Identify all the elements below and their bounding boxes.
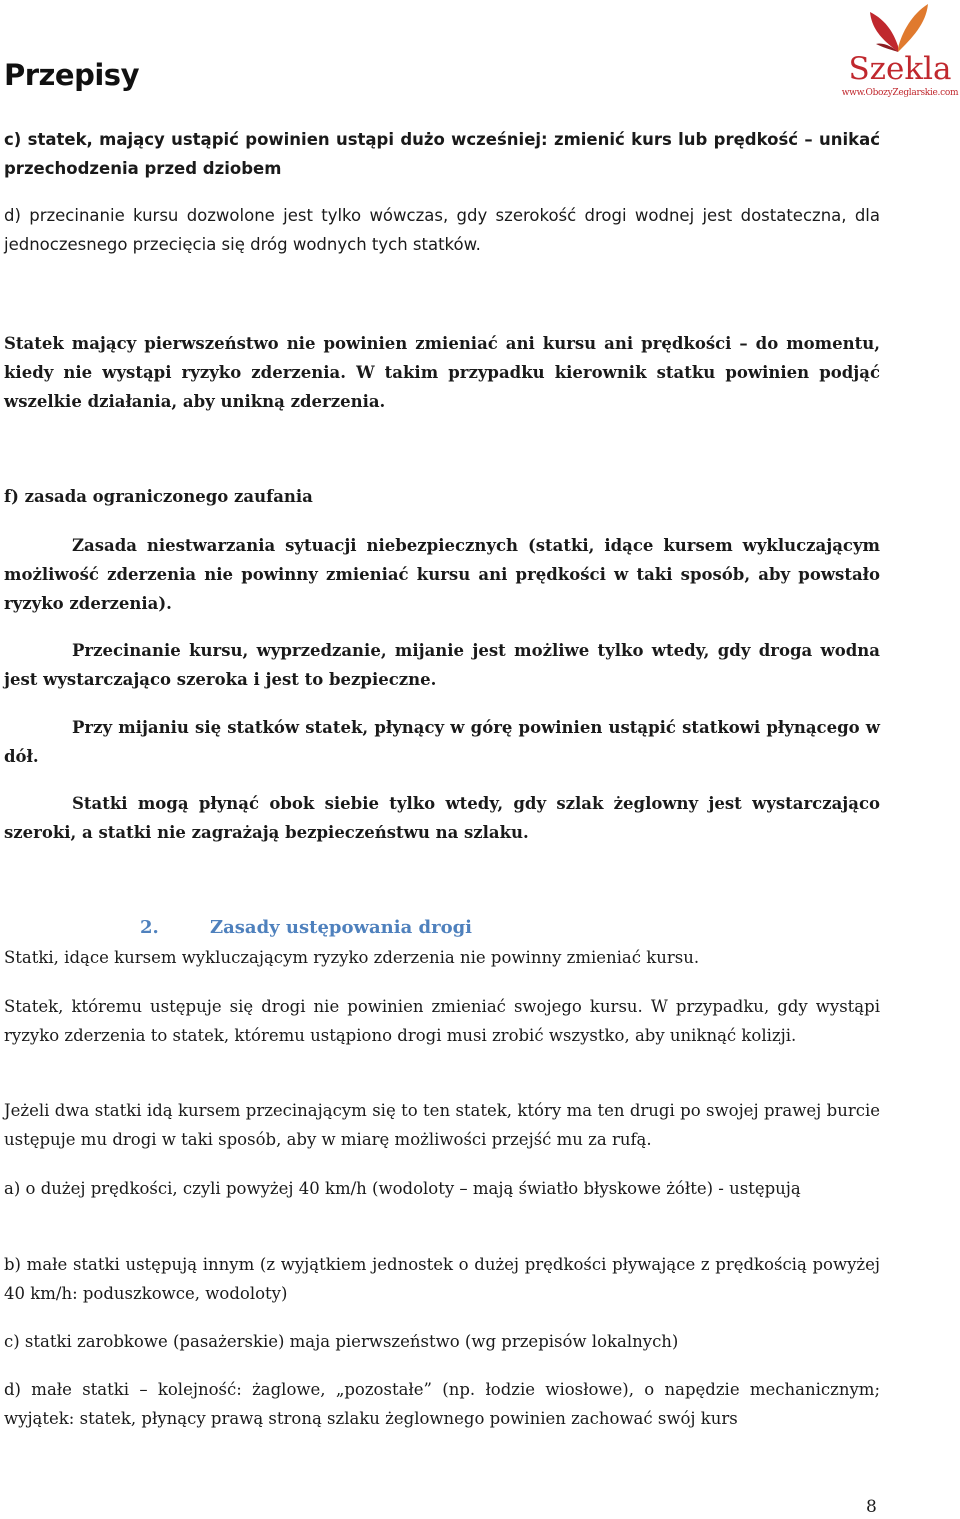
szekla-logo xyxy=(840,2,960,102)
section-paragraph-2: Statek, któremu ustępuje się drogi nie powinien zmieniać swojego kursu. W przypadku, gdy wystąpi ryzyko zderzenia to statek, któremu ustąpiono drogi musi zrobić wszystko, aby uniknąć kolizji. xyxy=(4,997,880,1045)
section-title xyxy=(140,914,472,942)
paragraph-f-title: f) zasada ograniczonego zaufania xyxy=(4,487,313,506)
section-title-text: Zasady ustępowania drogi xyxy=(210,917,473,938)
paragraph-d: d) przecinanie kursu dozwolone jest tylko wówczas, gdy szerokość drogi wodnej jest dostateczna, dla jednoczesnego przecięcia się dróg wodnych tych statków. xyxy=(4,206,880,254)
butterfly-logo-icon xyxy=(868,2,930,56)
page-number: 8 xyxy=(866,1497,877,1517)
section-paragraph-3: Jeżeli dwa statki idą kursem przecinającym się to ten statek, który ma ten drugi po swojej prawej burcie ustępuje mu drogi w taki sposób, aby w miarę możliwości przejść mu za rufą. xyxy=(4,1101,880,1149)
page-heading: Przepisy xyxy=(4,58,139,92)
section-number: 2. xyxy=(140,917,159,938)
paragraph-f-text: Zasada niestwarzania sytuacji niebezpiecznych (statki, idące kursem wykluczającym możliwość zderzenia nie powinny zmieniać kursu ani prędkości w taki sposób, aby powstało ryzyko zderzenia). xyxy=(4,536,880,613)
section-item-d: d) małe statki – kolejność: żaglowe, „pozostałe” (np. łodzie wiosłowe), o napędzie mechanicznym; wyjątek: statek, płynący prawą stroną szlaku żeglownego powinien zachować swój kurs xyxy=(4,1380,880,1428)
section-item-a: a) o dużej prędkości, czyli powyżej 40 km/h (wodoloty – mają światło błyskowe żółte) - ustępują xyxy=(4,1179,801,1198)
section-item-b: b) małe statki ustępują innym (z wyjątkiem jednostek o dużej prędkości pływające z prędkością powyżej 40 km/h: poduszkowce, wodoloty) xyxy=(4,1255,880,1303)
paragraph-passing: Przy mijaniu się statków statek, płynący w górę powinien ustąpić statkowi płynącego w dół. xyxy=(4,718,880,766)
logo-name: Szekla xyxy=(848,51,952,87)
paragraph-crossing: Przecinanie kursu, wyprzedzanie, mijanie jest możliwe tylko wtedy, gdy droga wodna jest wystarczająco szeroka i jest to bezpieczne. xyxy=(4,641,880,689)
paragraph-c: c) statek, mający ustąpić powinien ustąpi dużo wcześniej: zmienić kurs lub prędkość – unikać przechodzenia przed dziobem xyxy=(4,130,880,178)
paragraph-priority: Statek mający pierwszeństwo nie powinien zmieniać ani kursu ani prędkości – do momentu, kiedy nie wystąpi ryzyko zderzenia. W takim przypadku kierownik statku powinien podjąć wszelkie działania, aby unikną zderzenia. xyxy=(4,334,880,411)
paragraph-side-by-side: Statki mogą płynąć obok siebie tylko wtedy, gdy szlak żeglowny jest wystarczająco szeroki, a statki nie zagrażają bezpieczeństwu na szlaku. xyxy=(4,794,880,842)
logo-url: www.ObozyZeglarskie.com xyxy=(841,88,959,98)
section-paragraph-1: Statki, idące kursem wykluczającym ryzyko zderzenia nie powinny zmieniać kursu. xyxy=(4,948,700,967)
section-item-c: c) statki zarobkowe (pasażerskie) maja pierwszeństwo (wg przepisów lokalnych) xyxy=(4,1332,679,1351)
